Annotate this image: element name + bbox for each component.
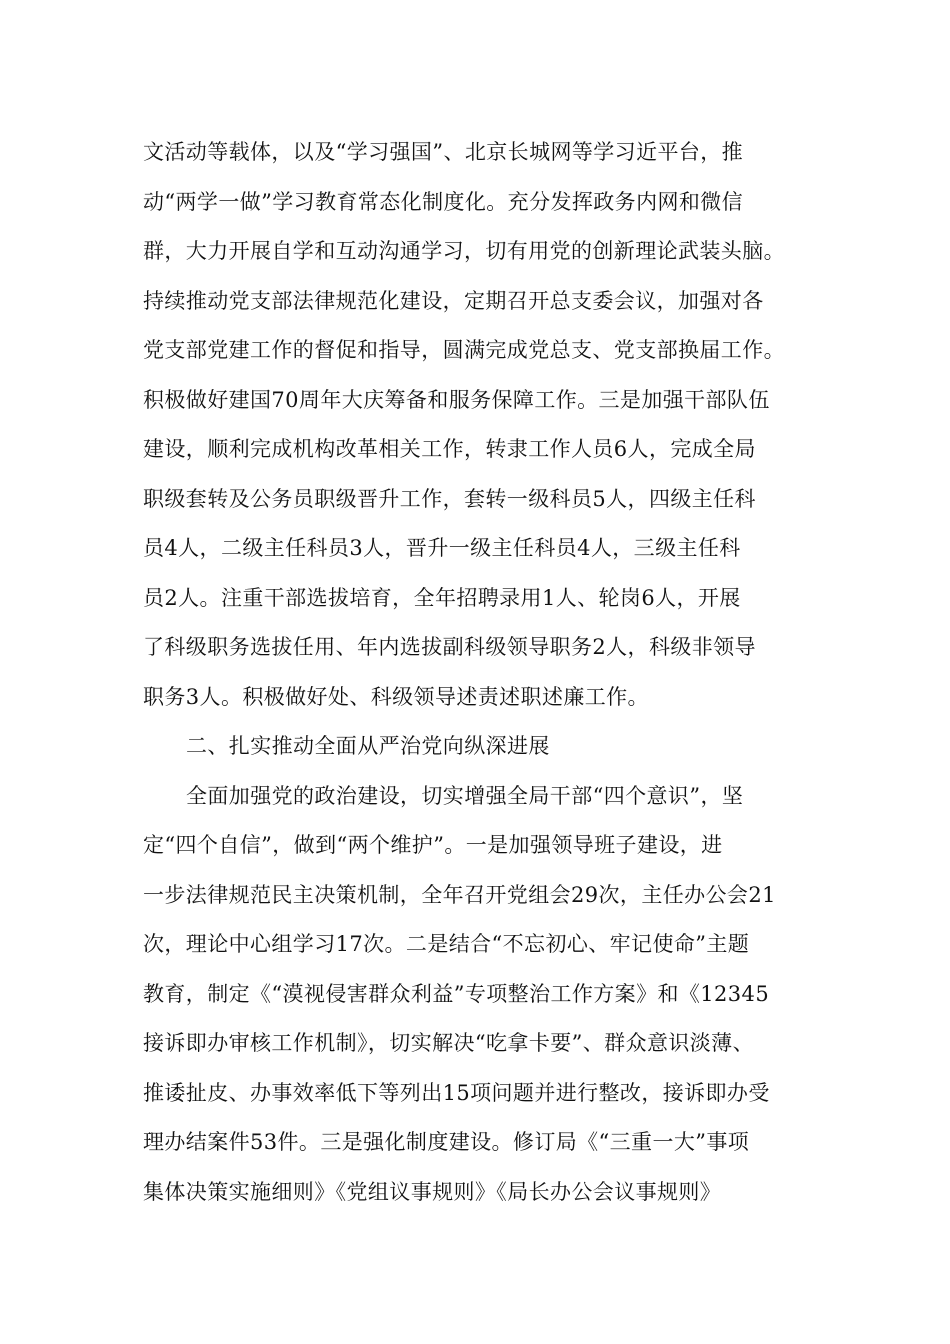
text-line: 了科级职务选拔任用、年内选拔副科级领导职务2人，科级非领导: [143, 635, 756, 659]
text-line: 动“两学一做”学习教育常态化制度化。充分发挥政务内网和微信: [143, 189, 744, 214]
text-line: 集体决策实施细则》《党组议事规则》《局长办公会议事规则》: [143, 1179, 722, 1204]
text-line: 员2人。注重干部选拔培育，全年招聘录用1人、轮岗6人，开展: [143, 585, 741, 610]
section-heading: 二、扎实推动全面从严治党向纵深进展: [186, 734, 550, 758]
text-line: 职级套转及公务员职级晋升工作，套转一级科员5人，四级主任科: [143, 486, 756, 511]
text-line: 接诉即办审核工作机制》，切实解决“吃拿卡要”、群众意识淡薄、: [143, 1031, 754, 1055]
text-line: 建设，顺利完成机构改革相关工作，转隶工作人员6人，完成全局: [143, 437, 756, 461]
text-line: 一步法律规范民主决策机制，全年召开党组会29次，主任办公会21: [143, 882, 776, 907]
paragraph-first-line: 全面加强党的政治建设，切实增强全局干部“四个意识”，坚: [186, 783, 744, 808]
document-body: [143, 128, 823, 1217]
text-line: 党支部党建工作的督促和指导，圆满完成党总支、党支部换届工作。: [143, 338, 785, 362]
text-line: 持续推动党支部法律规范化建设，定期召开总支委会议，加强对各: [143, 288, 764, 313]
text-line: 教育，制定《“漠视侵害群众利益”专项整治工作方案》和《12345: [143, 981, 770, 1006]
text-line: 积极做好建国70周年大庆筹备和服务保障工作。三是加强干部队伍: [143, 387, 770, 412]
text-line: 理办结案件53件。三是强化制度建设。修订局《“三重一大”事项: [143, 1130, 750, 1154]
text-line: 员4人，二级主任科员3人，晋升一级主任科员4人，三级主任科: [143, 536, 741, 560]
text-line: 群，大力开展自学和互动沟通学习，切有用党的创新理论武装头脑。: [143, 239, 785, 263]
text-line: 文活动等载体，以及“学习强国”、北京长城网等学习近平台，推: [143, 140, 744, 164]
text-line: 次，理论中心组学习17次。二是结合“不忘初心、牢记使命”主题: [143, 932, 750, 956]
text-line: 定“四个自信”，做到“两个维护”。一是加强领导班子建设，进: [143, 833, 723, 857]
text-line: 职务3人。积极做好处、科级领导述责述职述廉工作。: [143, 684, 649, 709]
text-line: 推诿扯皮、办事效率低下等列出15项问题并进行整改，接诉即办受: [143, 1080, 770, 1105]
